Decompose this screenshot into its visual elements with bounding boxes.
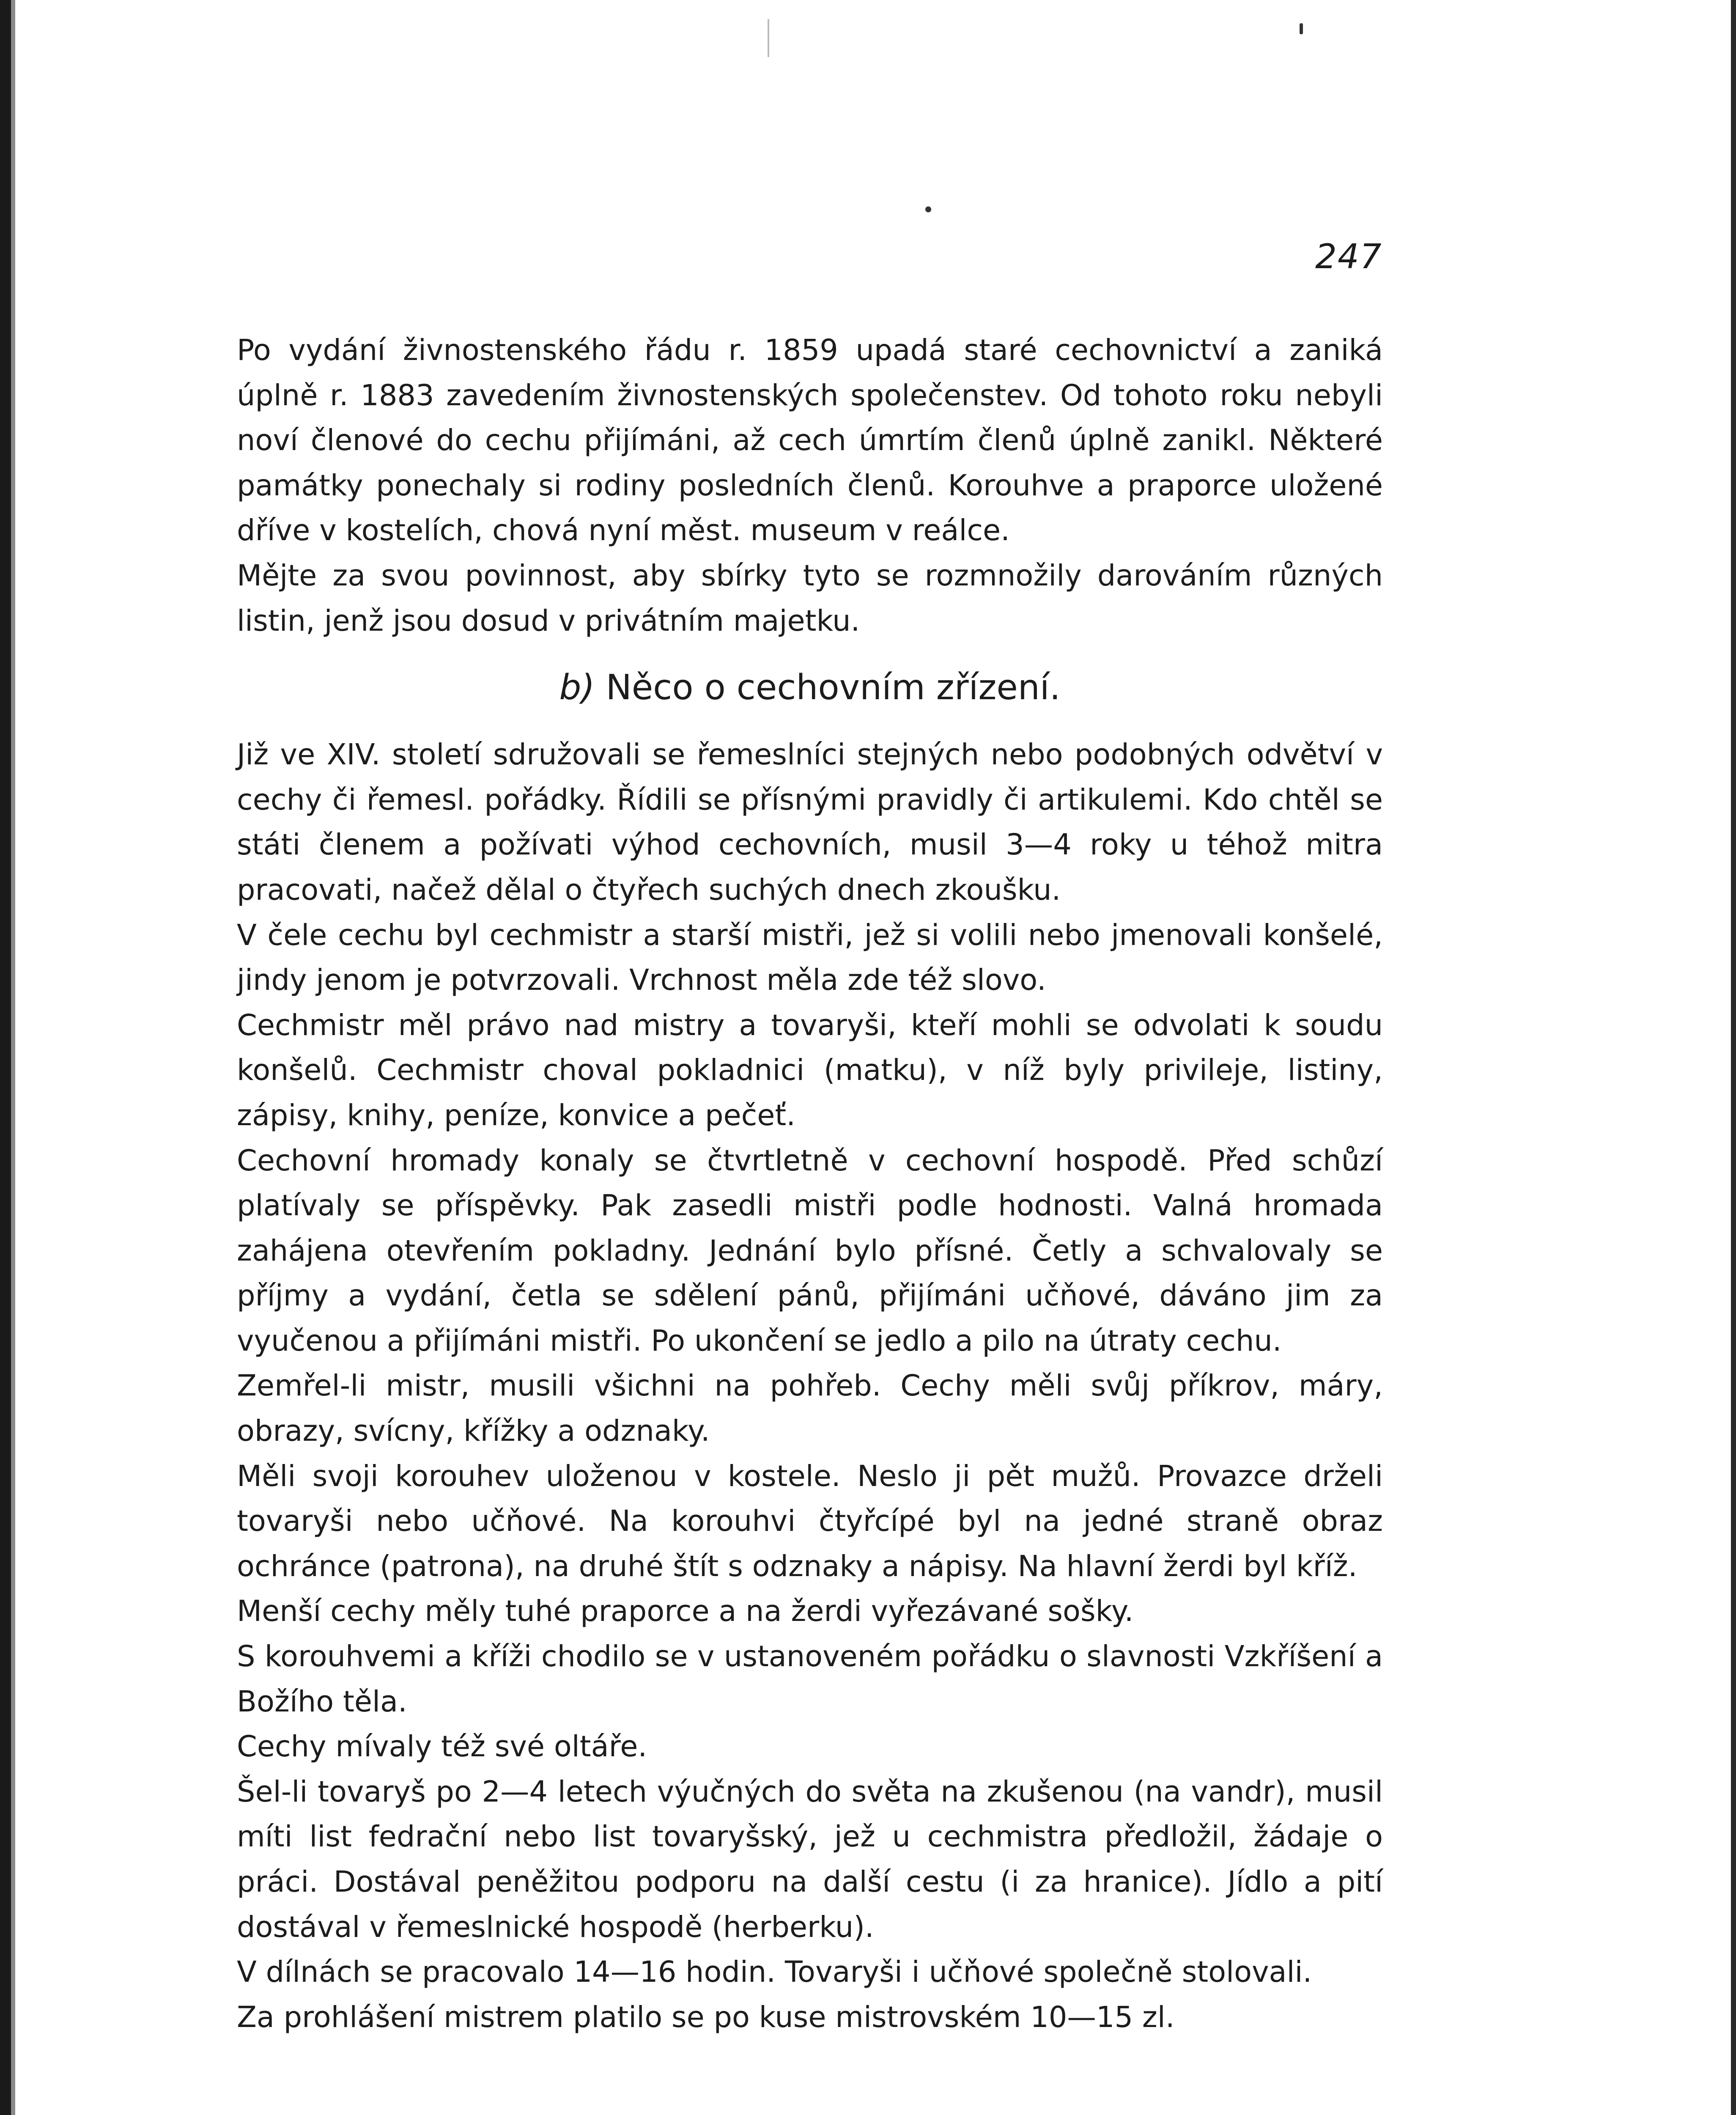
paragraph: Menší cechy měly tuhé praporce a na žerdi vyřezávané sošky. bbox=[237, 1594, 1134, 1629]
section-heading bbox=[237, 660, 1383, 715]
scan-speck bbox=[768, 19, 769, 57]
paragraph: Cechmistr měl právo nad mistry a tovaryši, kteří mohli se odvolati k soudu konšelů. Cechmistr choval pokladnici (matku), v níž byly privileje, listiny, zápisy, knihy, peníze, konvice a pečeť. bbox=[237, 1008, 1383, 1132]
paragraph: Cechovní hromady konaly se čtvrtletně v cechovní hospodě. Před schůzí platívaly se příspěvky. Pak zasedli mistři podle hodnosti. Valná hromada zahájena otevřením pokladny. Jednání bylo přísné. Četly a schvalovaly se příjmy a vydání, četla se sdělení pánů, přijímáni učňové, dáváno jim za vyučenou a přijímáni mistři. Po ukončení se jedlo a pilo na útraty cechu. bbox=[237, 1143, 1383, 1358]
section-title: Něco o cechovním zřízení. bbox=[606, 667, 1061, 708]
paragraph: Šel-li tovaryš po 2—4 letech výučných do světa na zkušenou (na vandr), musil míti list fedrační nebo list tovaryšský, jež u cechmistra předložil, žádaje o práci. Dostával peněžitou podporu na další cestu (i za hranice). Jídlo a pití dostával v řemeslnické hospodě (herberku). bbox=[237, 1774, 1383, 1944]
page-number: 247 bbox=[1315, 237, 1382, 276]
scan-border-shadow bbox=[11, 0, 15, 2115]
paragraph: Po vydání živnostenského řádu r. 1859 upadá staré cechovnictví a zaniká úplně r. 1883 zavedením živnostenských společenstev. Od tohoto roku nebyli noví členové do cechu přijímáni, až cech úmrtím členů úplně zanikl. Některé památky ponechaly si rodiny posledních členů. Korouhve a praporce uložené dříve v kostelích, chová nyní měst. museum v reálce. bbox=[237, 333, 1383, 548]
paragraph: Již ve XIV. století sdružovali se řemeslníci stejných nebo podobných odvětví v cechy či řemesl. pořádky. Řídili se přísnými pravidly či artikulemi. Kdo chtěl se státi členem a požívati výhod cechovních, musil 3—4 roky u téhož mitra pracovati, načež dělal o čtyřech suchých dnech zkoušku. bbox=[237, 738, 1383, 907]
paragraph: Mějte za svou povinnost, aby sbírky tyto se rozmnožily darováním různých listin, jenž jsou dosud v privátním majetku. bbox=[237, 558, 1383, 638]
scan-speck bbox=[1300, 23, 1303, 34]
scan-border-left bbox=[0, 0, 11, 2115]
scan-speck bbox=[925, 206, 931, 212]
paragraph: V čele cechu byl cechmistr a starší mistři, jež si volili nebo jmenovali konšelé, jindy jenom je potvrzovali. Vrchnost měla zde též slovo. bbox=[237, 918, 1383, 997]
scan-border-right bbox=[1731, 0, 1736, 2115]
body-text bbox=[237, 328, 1383, 2040]
paragraph: Cechy mívaly též své oltáře. bbox=[237, 1730, 647, 1764]
paragraph: S korouhvemi a kříži chodilo se v ustanoveném pořádku o slavnosti Vzkříšení a Božího těla. bbox=[237, 1640, 1383, 1719]
paragraph: Za prohlášení mistrem platilo se po kuse mistrovském 10—15 zl. bbox=[237, 2000, 1175, 2034]
paragraph: Měli svoji korouhev uloženou v kostele. Neslo ji pět mužů. Provazce drželi tovaryši nebo učňové. Na korouhvi čtyřcípé byl na jedné straně obraz ochránce (patrona), na druhé štít s odznaky a nápisy. Na hlavní žerdi byl kříž. bbox=[237, 1459, 1383, 1583]
paragraph: V dílnách se pracovalo 14—16 hodin. Tovaryši i učňové společně stolovali. bbox=[237, 1955, 1312, 1989]
paragraph: Zemřel-li mistr, musili všichni na pohřeb. Cechy měli svůj příkrov, máry, obrazy, svícny, křížky a odznaky. bbox=[237, 1369, 1383, 1448]
section-letter: b) bbox=[559, 667, 595, 708]
